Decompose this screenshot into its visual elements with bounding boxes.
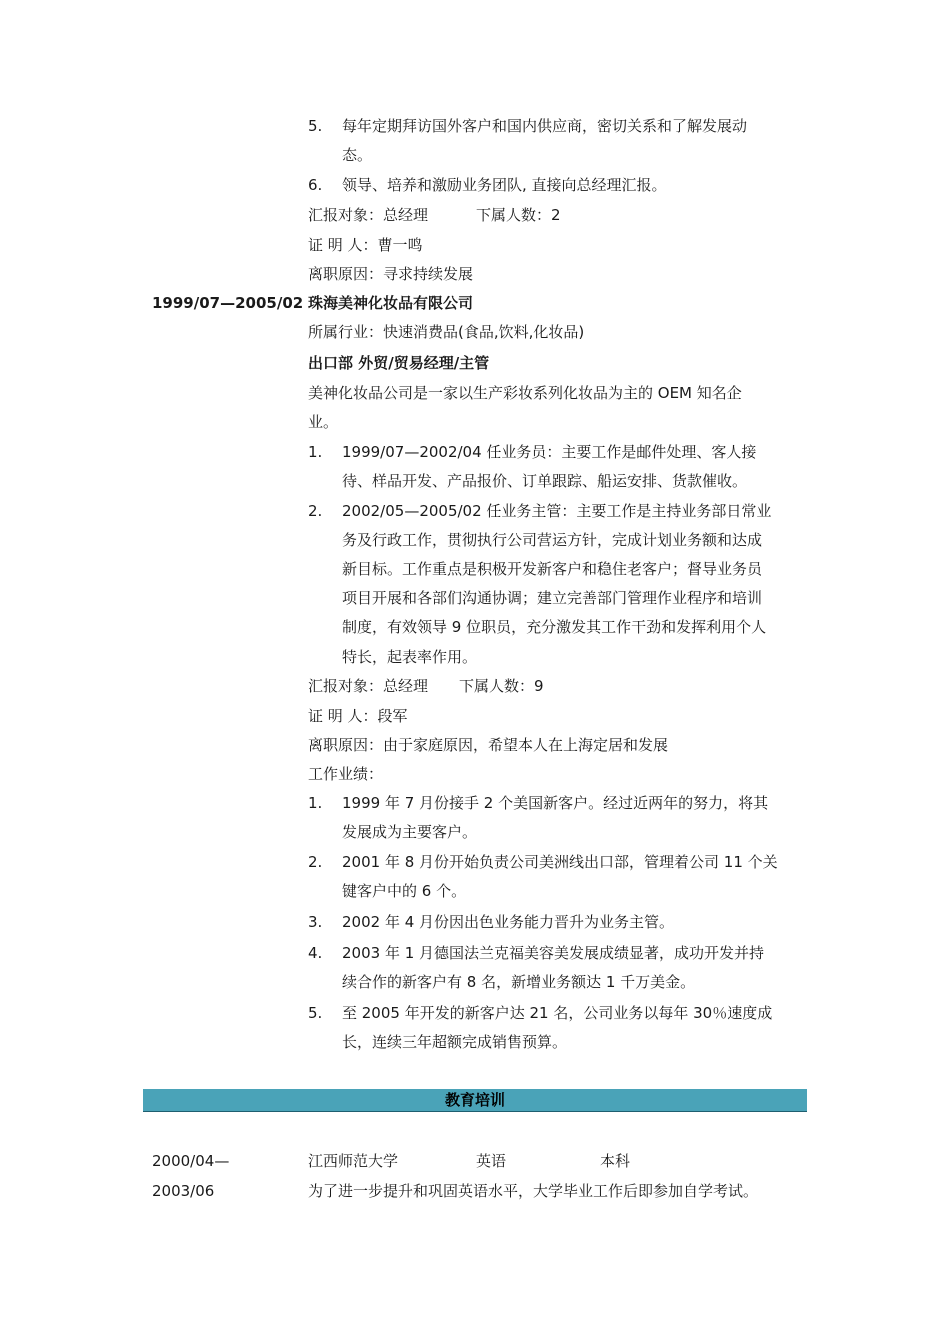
section-title: 教育培训	[444, 1091, 505, 1109]
list-number: 1.	[308, 794, 323, 812]
list-number: 3.	[308, 913, 323, 931]
list-item-text: 态。	[342, 146, 373, 164]
list-item-text: 待、样品开发、产品报价、订单跟踪、船运安排、货款催收。	[342, 472, 748, 490]
section-header-education	[143, 1089, 807, 1112]
reference: 证 明 人：段军	[308, 707, 408, 725]
list-item-text: 2002/05—2005/02 任业务主管：主要工作是主持业务部日常业	[342, 502, 772, 520]
list-item-text: 务及行政工作，贯彻执行公司营运方针，完成计划业务额和达成	[342, 531, 763, 549]
list-item-text: 2003 年 1 月德国法兰克福美容美发展成绩显著，成功开发并持	[342, 944, 765, 962]
major: 英语	[476, 1152, 507, 1170]
company-name: 珠海美神化妆品有限公司	[308, 294, 474, 312]
list-number: 5.	[308, 1004, 323, 1022]
leave-reason: 离职原因：寻求持续发展	[308, 265, 474, 283]
list-item-text: 发展成为主要客户。	[342, 823, 478, 841]
list-item-text: 项目开展和各部们沟通协调；建立完善部门管理作业程序和培训	[342, 589, 763, 607]
leave-reason: 离职原因：由于家庭原因，希望本人在上海定居和发展	[308, 736, 669, 754]
list-item-text: 制度，有效领导 9 位职员，充分激发其工作干劲和发挥利用个人	[342, 618, 767, 636]
list-item-text: 续合作的新客户有 8 名，新增业务额达 1 千万美金。	[342, 973, 696, 991]
list-item-text: 1999 年 7 月份接手 2 个美国新客户。经过近两年的努力，将其	[342, 794, 769, 812]
list-item-text: 键客户中的 6 个。	[342, 882, 467, 900]
company-description: 美神化妆品公司是一家以生产彩妆系列化妆品为主的 OEM 知名企	[308, 384, 742, 402]
education-date-end: 2003/06	[152, 1182, 215, 1200]
reference: 证 明 人：曹一鸣	[308, 236, 423, 254]
education-date-start: 2000/04—	[152, 1152, 230, 1170]
school-name: 江西师范大学	[308, 1152, 399, 1170]
report-to: 汇报对象：总经理	[308, 206, 429, 224]
list-number: 6.	[308, 176, 323, 194]
list-number: 2.	[308, 502, 323, 520]
list-item-text: 新目标。工作重点是积极开发新客户和稳住老客户；督导业务员	[342, 560, 763, 578]
education-note: 为了进一步提升和巩固英语水平，大学毕业工作后即参加自学考试。	[308, 1182, 759, 1200]
list-item-text: 每年定期拜访国外客户和国内供应商，密切关系和了解发展动	[342, 117, 748, 135]
company-description: 业。	[308, 413, 339, 431]
list-item-text: 长，连续三年超额完成销售预算。	[342, 1033, 568, 1051]
job-dates: 1999/07—2005/02	[152, 294, 304, 312]
list-number: 4.	[308, 944, 323, 962]
list-item-text: 领导、培养和激励业务团队, 直接向总经理汇报。	[342, 176, 667, 194]
achievements-title: 工作业绩：	[308, 765, 384, 783]
list-number: 1.	[308, 443, 323, 461]
industry: 所属行业：快速消费品(食品,饮料,化妆品)	[308, 323, 585, 341]
list-item-text: 1999/07—2002/04 任业务员：主要工作是邮件处理、客人接	[342, 443, 757, 461]
list-item-text: 特长，起表率作用。	[342, 648, 478, 666]
list-item-text: 至 2005 年开发的新客户达 21 名，公司业务以每年 30％速度成	[342, 1004, 773, 1022]
report-to: 汇报对象：总经理	[308, 677, 429, 695]
list-item-text: 2002 年 4 月份因出色业务能力晋升为业务主管。	[342, 913, 675, 931]
list-number: 5.	[308, 117, 323, 135]
position-title: 出口部 外贸/贸易经理/主管	[308, 354, 490, 372]
list-number: 2.	[308, 853, 323, 871]
list-item-text: 2001 年 8 月份开始负责公司美洲线出口部，管理着公司 11 个关	[342, 853, 778, 871]
subordinates: 下属人数：9	[459, 677, 544, 695]
degree: 本科	[600, 1152, 631, 1170]
subordinates: 下属人数：2	[476, 206, 561, 224]
